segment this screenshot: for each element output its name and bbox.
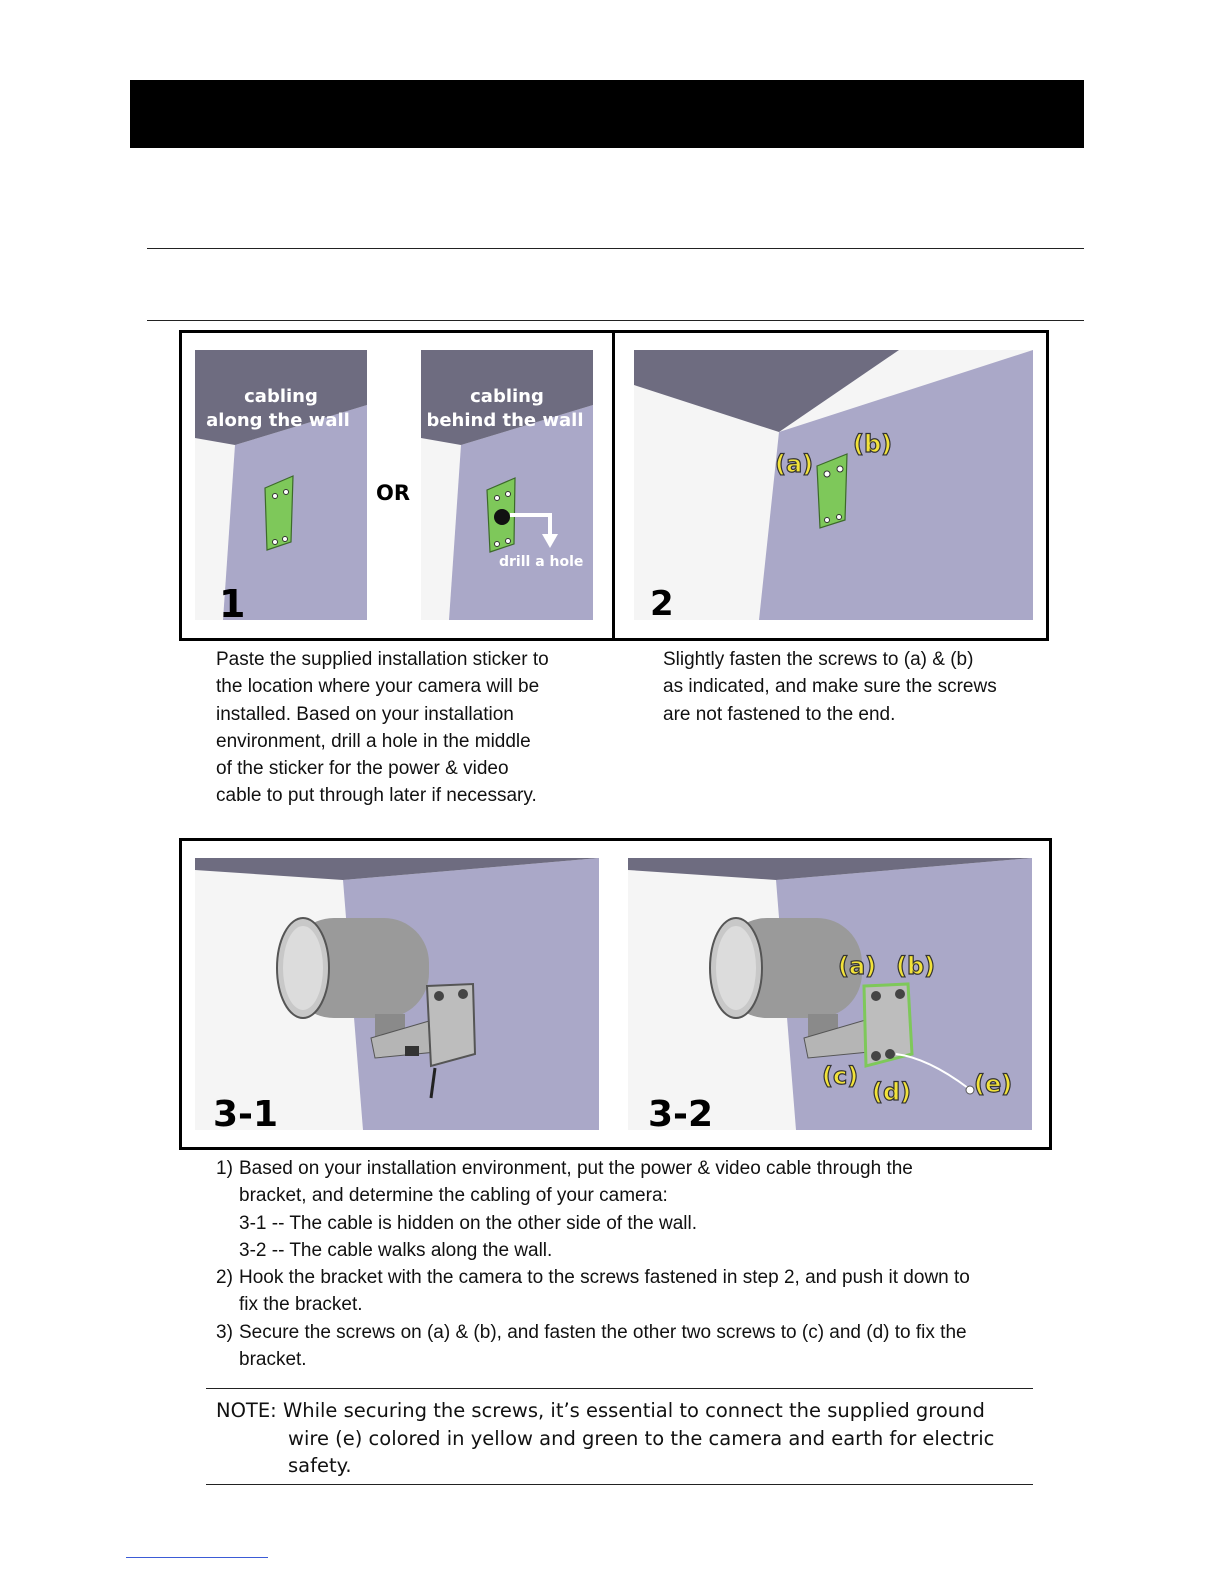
item-number: 3) bbox=[216, 1321, 233, 1343]
illustration-step-3-2 bbox=[628, 858, 1032, 1130]
caption-step-1-line: environment, drill a hole in the middle bbox=[216, 730, 531, 752]
caption-step-1-line: of the sticker for the power & video bbox=[216, 758, 509, 780]
label-c-step3: (c) bbox=[822, 1062, 859, 1090]
caption-step-1 bbox=[216, 646, 606, 810]
item-text: Hook the bracket with the camera to the screws fastened in step 2, and push it down to bbox=[239, 1267, 970, 1289]
header-bar bbox=[130, 80, 1084, 148]
item-number: 1) bbox=[216, 1158, 233, 1179]
illustration-step-3-1 bbox=[195, 858, 599, 1130]
label-b-step3: (b) bbox=[896, 952, 936, 980]
step-number-1: 1 bbox=[219, 582, 246, 620]
illustration-cabling-along-wall bbox=[195, 350, 367, 620]
caption-step-2-line: Slightly fasten the screws to (a) & (b) bbox=[663, 649, 974, 670]
item-number: 2) bbox=[216, 1267, 233, 1289]
note-rule-bottom bbox=[206, 1484, 1033, 1485]
instruction-list bbox=[216, 1155, 1056, 1373]
note-rule-top bbox=[206, 1388, 1033, 1389]
divider-section bbox=[147, 320, 1084, 321]
note-line: While securing the screws, it’s essential to connect the supplied ground bbox=[282, 1399, 985, 1422]
item-text: Based on your installation environment, put the power & video cable through the bbox=[239, 1158, 913, 1179]
label-behind-the-wall: behind the wall bbox=[426, 410, 584, 431]
label-e-step3: (e) bbox=[974, 1070, 1013, 1098]
label-a-step3: (a) bbox=[838, 952, 877, 980]
label-cabling-2: cabling bbox=[470, 386, 544, 407]
step-number-3-2: 3-2 bbox=[648, 1094, 714, 1130]
note-block bbox=[216, 1397, 1046, 1480]
caption-step-1-line: installed. Based on your installation bbox=[216, 703, 514, 725]
item-text: Secure the screws on (a) & (b), and fasten the other two screws to (c) and (d) to fix the bbox=[239, 1321, 967, 1343]
label-a-step2: (a) bbox=[775, 450, 814, 478]
label-drill-a-hole: drill a hole bbox=[499, 554, 584, 570]
label-b-step2: (b) bbox=[853, 430, 893, 458]
footer-link-underline bbox=[126, 1557, 268, 1558]
label-d-step3: (d) bbox=[872, 1078, 912, 1106]
note-label: NOTE: bbox=[216, 1399, 277, 1422]
note-line: wire (e) colored in yellow and green to the camera and earth for electric bbox=[288, 1426, 995, 1450]
illustration-cabling-behind-wall bbox=[421, 350, 593, 620]
caption-step-2 bbox=[663, 646, 1053, 728]
divider-top bbox=[147, 248, 1084, 249]
label-cabling-1: cabling bbox=[244, 386, 318, 407]
item-text-continued: bracket. bbox=[239, 1349, 307, 1371]
caption-step-1-line: Paste the supplied installation sticker to bbox=[216, 649, 549, 670]
illustration-step-2 bbox=[634, 350, 1033, 620]
step-number-2: 2 bbox=[650, 584, 674, 620]
caption-step-1-line: the location where your camera will be bbox=[216, 676, 540, 698]
item-text-continued: bracket, and determine the cabling of your camera: bbox=[239, 1185, 668, 1207]
sub-item-3-2: 3-2 -- The cable walks along the wall. bbox=[239, 1239, 553, 1261]
caption-step-2-line: are not fastened to the end. bbox=[663, 703, 896, 725]
instruction-item-2 bbox=[216, 1264, 1056, 1291]
step-number-3-1: 3-1 bbox=[213, 1094, 279, 1130]
or-label: OR bbox=[376, 481, 411, 505]
sub-item-3-1: 3-1 -- The cable is hidden on the other side of the wall. bbox=[239, 1212, 698, 1234]
instruction-item-3 bbox=[216, 1319, 1056, 1346]
caption-step-1-line: cable to put through later if necessary. bbox=[216, 785, 537, 807]
panel-divider bbox=[612, 330, 615, 641]
caption-step-2-line: as indicated, and make sure the screws bbox=[663, 676, 997, 698]
label-along-the-wall: along the wall bbox=[206, 410, 350, 431]
instruction-item-1 bbox=[216, 1155, 1056, 1182]
item-text-continued: fix the bracket. bbox=[239, 1294, 363, 1316]
note-line: safety. bbox=[288, 1454, 352, 1477]
